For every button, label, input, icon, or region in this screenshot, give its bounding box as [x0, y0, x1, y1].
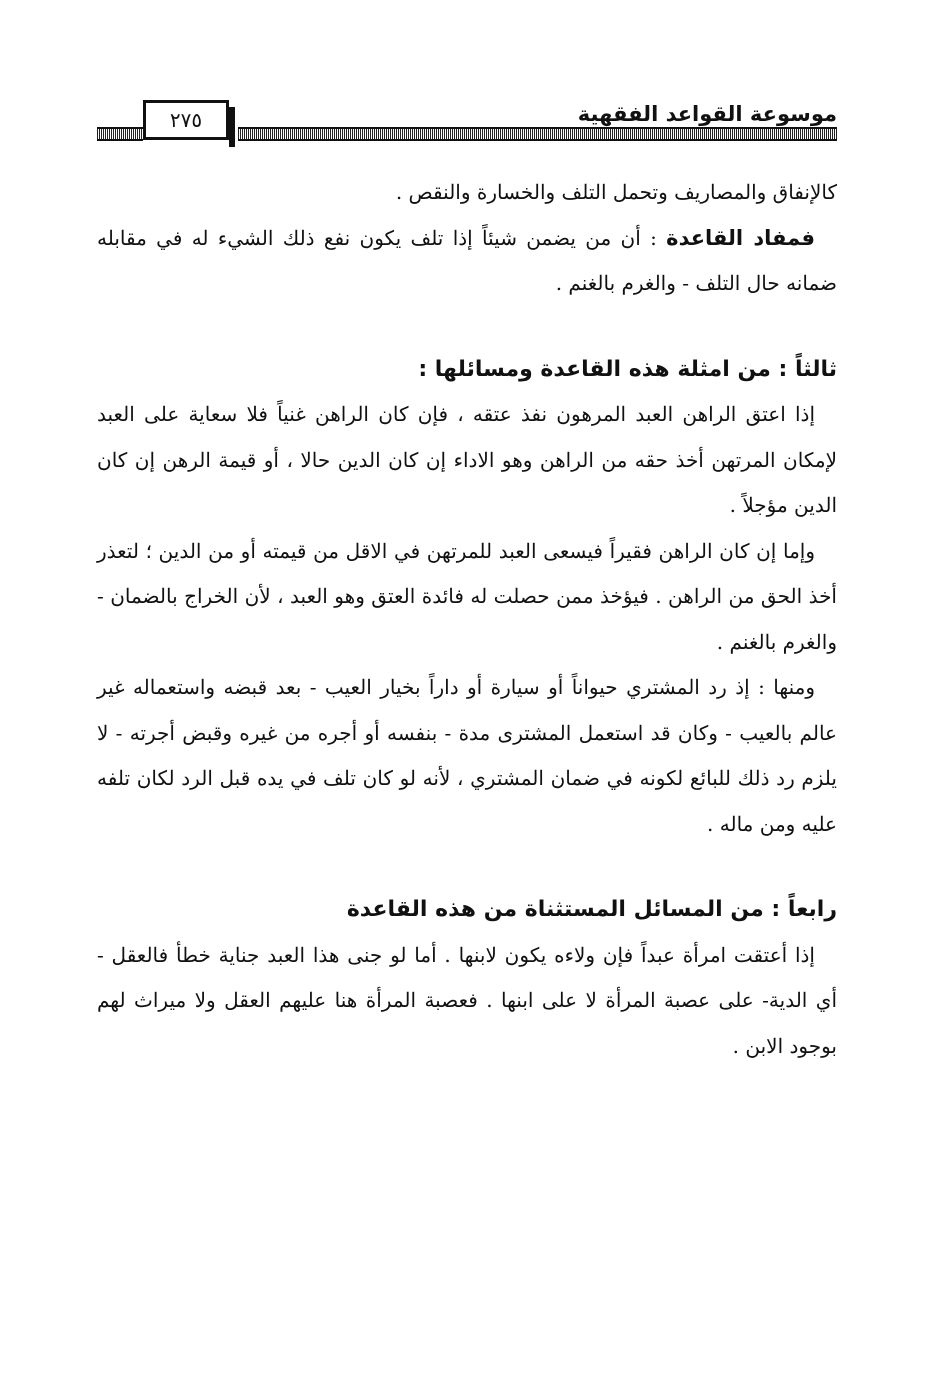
summary-text: : أن من يضمن شيئاً إذا تلف يكون نفع ذلك الشيء له في مقابله ضمانه حال التلف - والغرم بالغنم .	[97, 225, 837, 295]
section-three-paragraph-1: إذا اعتق الراهن العبد المرهون نفذ عتقه ، فإن كان الراهن غنياً فلا سعاية على العبد لإمكان المرتهن أخذ حقه من الراهن وهو الاداء إن كان الدين حالا ، أو قيمة الرهن إن كان الدين مؤجلاً .	[97, 402, 837, 517]
summary-label: فمفاد القاعدة	[666, 225, 816, 250]
section-three-heading: ثالثاً : من امثلة هذه القاعدة ومسائلها :	[418, 356, 837, 382]
section-gap	[97, 847, 837, 887]
section-three-paragraph-2: وإما إن كان الراهن فقيراً فيسعى العبد للمرتهن في الاقل من قيمته أو من الدين ؛ لتعذر أخذ الحق من الراهن . فيؤخذ ممن حصلت له فائدة العتق وهو العبد ، لأن الخراج بالضمان - والغرم بالغنم .	[97, 538, 837, 654]
page-header	[97, 100, 837, 144]
book-title: موسوعة القواعد الفقهية	[577, 102, 837, 126]
summary-paragraph	[97, 216, 837, 307]
page-number-box	[143, 100, 229, 140]
header-rule-right	[238, 127, 837, 141]
section-gap	[97, 307, 837, 347]
section-four-paragraph-1: إذا أعتقت امرأة عبداً فإن ولاءه يكون لابنها . أما لو جنى هذا العبد جناية خطأ فالعقل - أي الدية- على عصبة المرأة لا على ابنها . فعصبة المرأة هنا عليهم العقل ولا ميراث لهم بوجود الابن .	[97, 942, 837, 1058]
continuation-paragraph: كالإنفاق والمصاريف وتحمل التلف والخسارة والنقص .	[395, 180, 837, 204]
section-four-heading: رابعاً : من المسائل المستثناة من هذه القاعدة	[346, 897, 837, 922]
page-number: ٢٧٥	[169, 108, 203, 132]
section-three-paragraph-3: ومنها : إذ رد المشتري حيواناً أو سيارة أو داراً بخيار العيب - بعد قبضه واستعماله غير عالم بالعيب - وكان قد استعمل المشترى مدة - بنفسه أو أجره من غيره وقبض أجرته - لا يلزم رد ذلك للبائع لكونه في ضمان المشتري ، لأنه لو كان تلف في يده قبل الرد لكان تلفه عليه ومن ماله .	[97, 675, 837, 836]
page-body	[97, 170, 837, 1069]
header-rule-left	[97, 127, 143, 141]
